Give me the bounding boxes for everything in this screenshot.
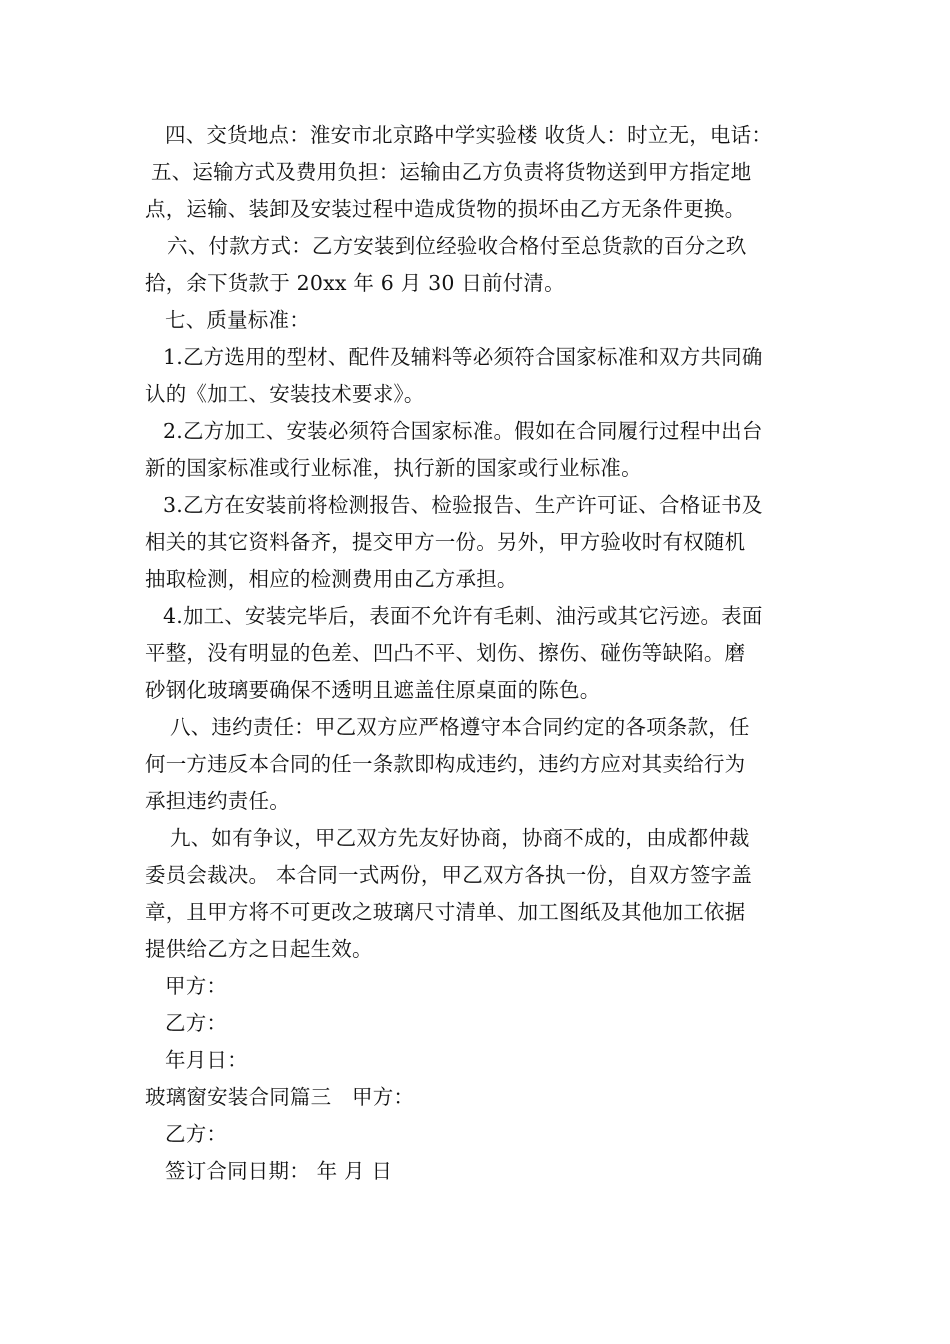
party-b-signature-line: 乙方： [165, 1011, 228, 1035]
paragraph-line: 委员会裁决。 本合同一式两份，甲乙双方各执一份，自双方签字盖 [145, 863, 753, 887]
date-line: 年月日： [165, 1048, 248, 1072]
paragraph-line: 四、交货地点：淮安市北京路中学实验楼 收货人：时立无，电话： [165, 123, 773, 147]
paragraph-line: 章，且甲方将不可更改之玻璃尺寸清单、加工图纸及其他加工依据 [145, 900, 746, 924]
paragraph-line: 平整，没有明显的色差、凹凸不平、划伤、擦伤、碰伤等缺陷。磨 [145, 641, 746, 665]
paragraph-line: 八、违约责任：甲乙双方应严格遵守本合同约定的各项条款，任 [170, 715, 750, 739]
paragraph-line: 认的《加工、安装技术要求》。 [145, 382, 425, 406]
paragraph-line: 五、运输方式及费用负担：运输由乙方负责将货物送到甲方指定地 [151, 160, 752, 184]
paragraph-line: 拾，余下货款于 20xx 年 6 月 30 日前付清。 [145, 271, 565, 295]
paragraph-line: 何一方违反本合同的任一条款即构成违约，违约方应对其卖给行为 [145, 752, 746, 776]
paragraph-line: 砂钢化玻璃要确保不透明且遮盖住原桌面的陈色。 [145, 678, 601, 702]
paragraph-line: 六、付款方式：乙方安装到位经验收合格付至总货款的百分之玖 [167, 234, 747, 258]
paragraph-line: 点，运输、装卸及安装过程中造成货物的损坏由乙方无条件更换。 [145, 197, 746, 221]
section-title-line: 玻璃窗安装合同篇三 甲方： [145, 1085, 415, 1109]
signing-date-line: 签订合同日期： 年 月 日 [165, 1159, 393, 1183]
paragraph-line: 2.乙方加工、安装必须符合国家标准。假如在合同履行过程中出台 [163, 419, 763, 443]
paragraph-line: 抽取检测，相应的检测费用由乙方承担。 [145, 567, 518, 591]
paragraph-line: 九、如有争议，甲乙双方先友好协商，协商不成的，由成都仲裁 [170, 826, 750, 850]
paragraph-line: 提供给乙方之日起生效。 [145, 937, 373, 961]
party-b-line: 乙方： [165, 1122, 228, 1146]
paragraph-line: 3.乙方在安装前将检测报告、检验报告、生产许可证、合格证书及 [163, 493, 763, 517]
paragraph-line: 新的国家标准或行业标准，执行新的国家或行业标准。 [145, 456, 642, 480]
paragraph-line: 1.乙方选用的型材、配件及辅料等必须符合国家标准和双方共同确 [163, 345, 763, 369]
section-heading: 七、质量标准： [165, 308, 310, 332]
paragraph-line: 4.加工、安装完毕后，表面不允许有毛刺、油污或其它污迹。表面 [163, 604, 763, 628]
paragraph-line: 承担违约责任。 [145, 789, 290, 813]
paragraph-line: 相关的其它资料备齐，提交甲方一份。另外，甲方验收时有权随机 [145, 530, 746, 554]
party-a-signature-line: 甲方： [165, 974, 228, 998]
contract-text [145, 117, 820, 1190]
